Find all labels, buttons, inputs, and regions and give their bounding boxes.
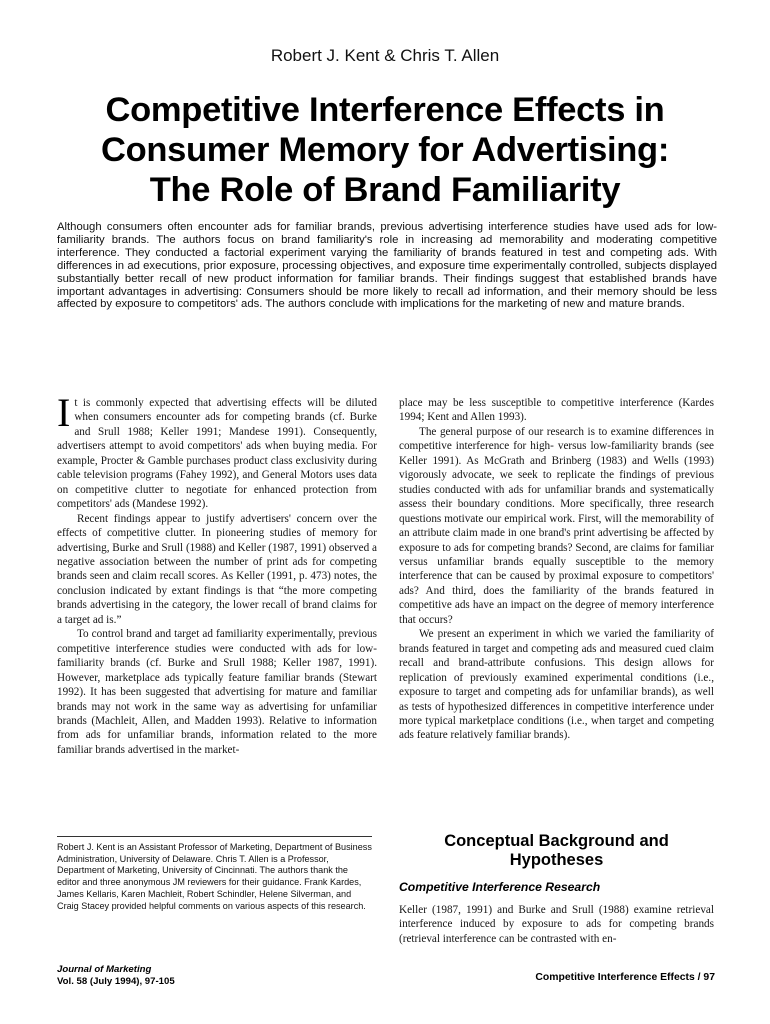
title-line-1: Competitive Interference Effects in bbox=[105, 91, 665, 129]
footnote-divider bbox=[57, 836, 372, 837]
author-footnote: Robert J. Kent is an Assistant Professor of Marketing, Department of Business Administration, University of Delaware. Chris T. Allen is a Professor, Department of Marketing, University of Cincinnati. The authors thank the editor and three anonymous JM reviewers for their guidance. Frank Kardes, James Kellaris, Karen Machleit, Robert Schindler, Helene Silverman, and Craig Stacey provided helpful comments on various aspects of this research. bbox=[57, 842, 372, 911]
body-paragraph-4: place may be less susceptible to competitive interference (Kardes 1994; Kent and Allen 1993). bbox=[399, 397, 714, 424]
body-paragraph-2: Recent findings appear to justify advertisers' concern over the effects of competitive clutter. In pioneering studies of memory for advertising, Burke and Srull (1988) and Keller (1987, 1991) observed a negative association between the number of print ads for competing brands seen and claim recall scores. As Keller (1991, p. 473) notes, the conclusion indicated by extant findings is that “the more competing brands advertising in the category, the lower recall of brand claims for a target ad is.” bbox=[57, 512, 378, 626]
running-footer: Competitive Interference Effects / 97 bbox=[535, 972, 715, 983]
body-paragraph-1 bbox=[57, 390, 377, 512]
body-column-left bbox=[57, 390, 378, 757]
subsection-heading: Competitive Interference Research bbox=[399, 880, 601, 894]
journal-name: Journal of Marketing bbox=[57, 964, 152, 975]
section-heading-line-2: Hypotheses bbox=[509, 851, 604, 869]
journal-citation bbox=[57, 964, 307, 987]
body-paragraph-3: To control brand and target ad familiarity experimentally, previous competitive interference studies were conducted with ads for low-familiarity brands (cf. Burke and Srull 1988; Keller 1987, 1991). However, marketplace ads typically feature familiar brands (Stewart 1992). It has been suggested that advertising for mature and familiar brands may not work in the same way as advertising for unfamiliar brands (Machleit, Allen, and Madden 1993). Relative to information from ads for unfamiliar brands, information related to the more familiar brands advertised in the market- bbox=[57, 628, 377, 756]
body-paragraph-5: The general purpose of our research is to examine differences in competitive interference for high- versus low-familiarity brands (see Keller 1991). As McGrath and Brinberg (1983) and Wells (1993) vigorously advocate, we seek to replicate the findings of previous studies conducted with ads for unfamiliar brands and systematically assess their boundary conditions. More specifically, three research questions motivate our empirical work. First, will the memorability of an attribute claim made in one brand's print advertising be affected by exposure to ads for competing brands? Second, are claims for familiar versus unfamiliar brands equally susceptible to the memory interference that can be caused by proximal exposure to competitors' ads? And third, does the familiarity of the brands featured in competitive ads have an impact on the degree of memory interference that occurs? bbox=[399, 425, 714, 626]
journal-volume: Vol. 58 (July 1994), 97-105 bbox=[57, 975, 175, 987]
body-paragraph-6: We present an experiment in which we varied the familiarity of brands featured in target and competing ads and measured cued claim recall and brand-attribute confusions. This design allows for replication of previously examined experimental conditions (i.e., exposure to target and competing ads for unfamiliar brands), as well as tests of hypothesized differences in competitive interference under more typical marketplace conditions (i.e., when target and competing ads feature relatively familiar brands). bbox=[399, 628, 714, 742]
author-line: Robert J. Kent & Chris T. Allen bbox=[270, 46, 500, 65]
body-paragraph-7: Keller (1987, 1991) and Burke and Srull (1988) examine retrieval interference induced by exposure to ads for competing brands (retrieval interference can be contrasted with en- bbox=[399, 904, 714, 945]
section-heading-line-1: Conceptual Background and bbox=[444, 832, 669, 850]
section-heading bbox=[399, 832, 714, 870]
drop-cap: I bbox=[57, 390, 71, 435]
title-line-2: Consumer Memory for Advertising: bbox=[100, 131, 670, 169]
body-paragraph-1-text: t is commonly expected that advertising effects will be diluted when consumers encounter ads for competing brands (cf. Burke and Srull 1988; Keller 1991; Mandese 1991). Consequently, advertisers attempt to avoid competitors' ads when buying media. For example, Procter & Gamble purchases product class exclusivity during cable television programs (Fahey 1992), and General Motors uses data on competitive clutter to negotiate for enhanced protection from competitors' ads (Mandese 1992). bbox=[57, 397, 377, 511]
article-title bbox=[40, 90, 730, 210]
body-column-right bbox=[399, 396, 714, 743]
title-line-3: The Role of Brand Familiarity bbox=[149, 171, 621, 209]
abstract: Although consumers often encounter ads for familiar brands, previous advertising interference studies have used ads for low-familiarity brands. The authors focus on brand familiarity's role in increasing ad memorability and moderating competitive interference. They conducted a factorial experiment varying the familiarity of brands featured in test and competing ads. With differences in ad executions, prior exposure, processing objectives, and exposure time experimentally controlled, subjects displayed substantially better recall of new product information for familiar brands. Their findings suggest that established brands have important advantages in advertising: Consumers should be more likely to recall ad information, and their memory should be less affected by exposure to competitors' ads. The authors conclude with implications for the marketing of new and mature brands. bbox=[57, 221, 717, 311]
